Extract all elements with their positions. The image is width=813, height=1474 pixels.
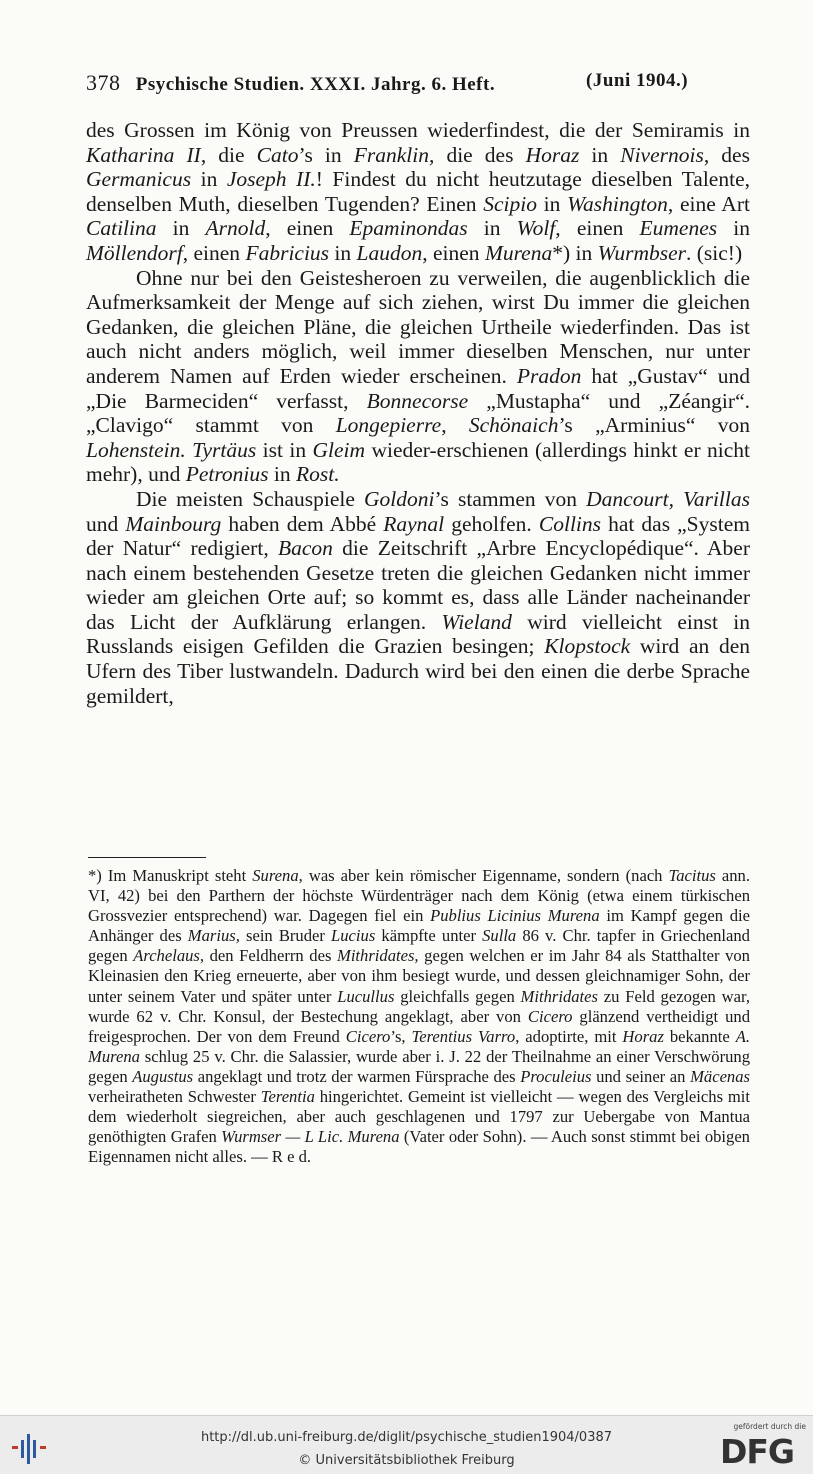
- italic-name: Nivernois: [620, 142, 704, 167]
- dfg-caption: gefördert durch die: [733, 1422, 806, 1431]
- italic-name: Eumenes: [639, 216, 718, 241]
- paragraph: Ohne nur bei den Geistesheroen zu verweilen, die augenblicklich die Aufmerksamkeit der Menge auf sich ziehen, wirst Du immer die gleichen Gedanken, die gleichen Pläne, die gleichen Urtheile wiederfinden. Das ist auch nicht anders möglich, weil immer dieselben Menschen, nur unter anderem Namen auf Erden wieder erscheinen. Pradon hat „Gustav“ und „Die Barmeciden“ verfasst, Bonnecorse „Mustapha“ und „Zéangir“. „Clavigo“ stammt von Longepierre, Schönaich’s „Arminius“ von Lohenstein. Tyrtäus ist in Gleim wieder-erschienen (allerdings hinkt er nicht mehr), und Petronius in Rost.: [86, 265, 751, 487]
- main-text: [86, 118, 750, 708]
- italic-name: Horaz: [525, 142, 580, 167]
- italic-name: Wurmser — L Lic. Murena: [221, 1127, 400, 1147]
- italic-name: Dancourt,: [586, 486, 674, 511]
- italic-name: Collins: [538, 511, 602, 536]
- italic-name: Klopstock: [544, 634, 631, 659]
- italic-name: Mainbourg: [125, 511, 222, 536]
- italic-name: Scipio: [483, 191, 537, 216]
- italic-name: Wurmbser: [597, 240, 687, 265]
- italic-name: Horaz: [622, 1026, 664, 1046]
- italic-name: Laudon: [356, 240, 423, 265]
- dfg-logo-icon[interactable]: [718, 1422, 806, 1470]
- running-header: [86, 70, 726, 96]
- italic-name: Möllendorf: [86, 240, 183, 265]
- italic-name: Varillas: [683, 486, 750, 511]
- italic-name: Proculeius: [520, 1066, 592, 1086]
- italic-name: Schönaich: [468, 413, 559, 438]
- italic-name: Joseph II.: [226, 167, 316, 192]
- italic-name: Fabricius: [245, 240, 330, 265]
- issue-date: (Juni 1904.): [586, 70, 689, 91]
- italic-name: Lucullus: [337, 986, 395, 1006]
- italic-name: Raynal: [383, 511, 445, 536]
- italic-name: Bacon: [277, 536, 333, 561]
- italic-name: Rost.: [296, 462, 340, 487]
- viewer-footer: [0, 1415, 813, 1474]
- italic-name: Lohenstein.: [86, 437, 186, 462]
- italic-name: Murena: [484, 240, 553, 265]
- italic-name: Catilina: [86, 216, 157, 241]
- italic-name: Archelaus: [133, 946, 200, 966]
- italic-name: Mäcenas: [690, 1066, 750, 1086]
- italic-name: Franklin,: [353, 142, 435, 167]
- italic-name: Washington: [567, 191, 668, 216]
- permalink-url[interactable]: http://dl.ub.uni-freiburg.de/diglit/psychische_studien1904/0387: [200, 1430, 613, 1445]
- italic-name: Petronius: [185, 462, 269, 487]
- italic-name: Terentius Varro: [411, 1026, 516, 1046]
- italic-name: Goldoni: [364, 486, 435, 511]
- paragraph: des Grossen im König von Preussen wiederfindest, die der Semiramis in Katharina II, die Cato’s in Franklin, die des Horaz in Nivernois, des Germanicus in Joseph II.! Findest du nicht heutzutage dieselben Talente, denselben Muth, dieselben Tugenden? Einen Scipio in Washington, eine Art Catilina in Arnold, einen Epaminondas in Wolf, einen Eumenes in Möllendorf, einen Fabricius in Laudon, einen Murena*) in Wurmbser. (sic!): [86, 118, 750, 265]
- copyright-notice: © Universitätsbibliothek Freiburg: [298, 1453, 515, 1468]
- italic-name: A. Murena: [88, 1026, 750, 1066]
- italic-name: Cicero: [345, 1026, 391, 1046]
- italic-name: Wolf,: [516, 216, 561, 241]
- italic-name: Lucius: [331, 926, 376, 946]
- dfg-logo-text: DFG: [720, 1432, 795, 1471]
- italic-name: Publius Licinius Murena: [430, 906, 600, 926]
- italic-name: Longepierre: [335, 413, 442, 438]
- italic-name: Arnold: [205, 216, 266, 241]
- italic-name: Surena,: [252, 866, 303, 885]
- footnote: *) Im Manuskript steht Surena, was aber kein römischer Eigenname, sondern (nach Tacitus ann. VI, 42) bei den Parthern der höchste Würdenträger nach dem König (etwa einem türkischen Grossvezier entsprechend) war. Dagegen fiel ein Publius Licinius Murena im Kampf gegen die Anhänger des Marius, sein Bruder Lucius kämpfte unter Sulla 86 v. Chr. tapfer in Griechenland gegen Archelaus, den Feldherrn des Mithridates, gegen welchen er im Jahr 84 als Statthalter von Kleinasien den Krieg erneuerte, aber von ihm besiegt wurde, und dessen gleichnamiger Sohn, der unter seinem Vater und später unter Lucullus gleichfalls gegen Mithridates zu Feld gezogen war, wurde 62 v. Chr. Konsul, der Bestechung angeklagt, aber von Cicero glänzend vertheidigt und freigesprochen. Der von dem Freund Cicero’s, Terentius Varro, adoptirte, mit Horaz bekannte A. Murena schlug 25 v. Chr. die Salassier, wurde aber i. J. 22 der Theilnahme an einer Verschwörung gegen Augustus angeklagt und trotz der warmen Fürsprache des Proculeius und seiner an Mäcenas verheiratheten Schwester Terentia hingerichtet. Gemeint ist vielleicht — wegen des Vergleichs mit dem wiederholt siegreichen, aber auch geschlagenen und 1797 zur Uebergabe von Mantua genöthigten Grafen Wurmser — L Lic. Murena (Vater oder Sohn). — Auch sonst stimmt bei obigen Eigennamen nicht alles. — R e d.: [88, 866, 750, 1167]
- italic-name: Sulla: [482, 926, 517, 946]
- italic-name: Augustus: [132, 1066, 194, 1086]
- italic-name: Gleim: [312, 437, 366, 462]
- paragraph: Die meisten Schauspiele Goldoni’s stammen von Dancourt, Varillas und Mainbourg haben dem Abbé Raynal geholfen. Collins hat das „System der Natur“ redigiert, Bacon die Zeitschrift „Arbre Encyclopédique“. Aber nach einem bestehenden Gesetze treten die gleichen Gedanken nicht immer wieder am gleichen Orte auf; so kommt es, dass alle Länder nacheinander das Licht der Aufklärung erlangen. Wieland wird vielleicht einst in Russlands eisigen Gefilden die Grazien besingen; Klopstock wird an den Ufern des Tiber lustwandeln. Dadurch wird bei den einen die derbe Sprache gemildert,: [86, 486, 751, 708]
- italic-name: Terentia: [260, 1087, 315, 1107]
- italic-name: Mithridates,: [337, 946, 419, 966]
- italic-name: Epaminondas: [349, 216, 468, 241]
- italic-name: Tacitus: [668, 866, 716, 885]
- italic-name: Germanicus: [86, 167, 192, 192]
- italic-name: Pradon: [516, 363, 582, 388]
- footnote-rule: [88, 857, 206, 858]
- italic-name: Cicero: [527, 1006, 573, 1026]
- italic-name: Marius,: [187, 926, 240, 946]
- italic-name: Bonnecorse: [366, 388, 469, 413]
- running-title: Psychische Studien. XXXI. Jahrg. 6. Heft.: [135, 74, 496, 95]
- italic-name: Mithridates: [520, 986, 598, 1006]
- italic-name: Katharina II: [86, 142, 201, 167]
- italic-name: Tyrtäus: [192, 437, 257, 462]
- page-number: 378: [86, 70, 121, 95]
- italic-name: Wieland: [441, 609, 512, 634]
- italic-name: Cato: [256, 142, 299, 167]
